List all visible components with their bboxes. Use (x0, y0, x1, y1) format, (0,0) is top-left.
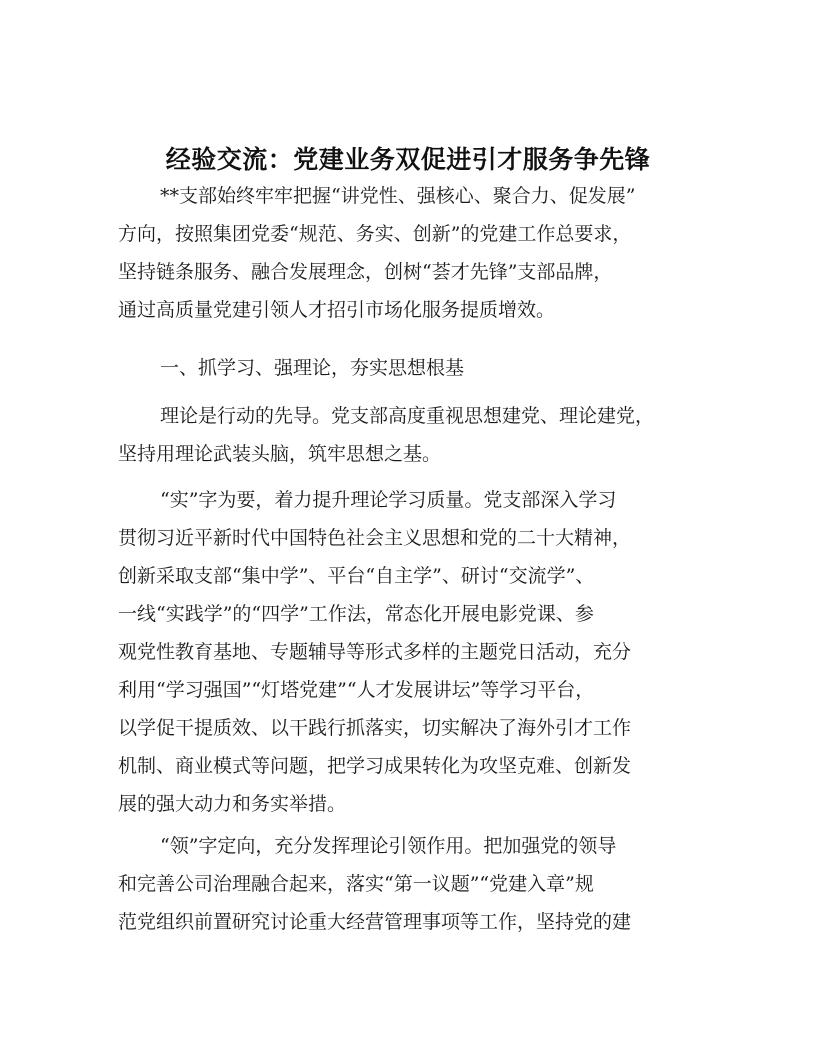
paragraph-line: 创新采取支部“集中学”、平台“自主学”、研讨“交流学”、 (118, 565, 595, 587)
paragraph-line: 一线“实践学”的“四学”工作法，常态化开展电影党课、参 (118, 603, 594, 625)
paragraph-line: 一、抓学习、强理论，夯实思想根基 (160, 357, 465, 379)
paragraph-line: 贯彻习近平新时代中国特色社会主义思想和党的二十大精神， (118, 527, 632, 549)
paragraph-line: 观党性教育基地、专题辅导等形式多样的主题党日活动，充分 (118, 641, 632, 663)
paragraph-line: “实”字为要，着力提升理论学习质量。党支部深入学习 (160, 489, 617, 511)
paragraph-line: 和完善公司治理融合起来，落实“第一议题”“党建入章”规 (118, 873, 594, 895)
paragraph-line: 坚持用理论武装头脑，筑牢思想之基。 (118, 443, 442, 465)
paragraph-line: 方向，按照集团党委“规范、务实、创新”的党建工作总要求， (118, 223, 632, 245)
paragraph-shi (118, 486, 718, 815)
paragraph-intro (118, 182, 718, 342)
paragraph-ling (118, 832, 718, 942)
paragraph-line: 机制、商业模式等问题，把学习成果转化为攻坚克难、创新发 (118, 755, 632, 777)
paragraph-line: 通过高质量党建引领人才招引市场化服务提质增效。 (118, 299, 556, 321)
paragraph-line: 利用“学习强国”“灯塔党建”“人才发展讲坛”等学习平台， (118, 679, 595, 701)
paragraph-line: “领”字定向，充分发挥理论引领作用。把加强党的领导 (160, 835, 617, 857)
section-heading (118, 354, 718, 384)
paragraph-line: **支部始终牢牢把握“讲党性、强核心、聚合力、促发展” (160, 185, 636, 207)
paragraph-line: 展的强大动力和务实举措。 (118, 793, 347, 815)
document-title: 经验交流：党建业务双促进引才服务争先锋 (165, 145, 651, 174)
paragraph-line: 坚持链条服务、融合发展理念，创树“荟才先锋”支部品牌， (118, 261, 613, 283)
paragraph-line: 理论是行动的先导。党支部高度重视思想建党、理论建党， (160, 405, 655, 427)
paragraph-line: 范党组织前置研究讨论重大经营管理事项等工作，坚持党的建 (118, 911, 632, 933)
paragraph-line: 以学促干提质效、以干践行抓落实，切实解决了海外引才工作 (118, 717, 632, 739)
paragraph-theory (118, 402, 718, 472)
